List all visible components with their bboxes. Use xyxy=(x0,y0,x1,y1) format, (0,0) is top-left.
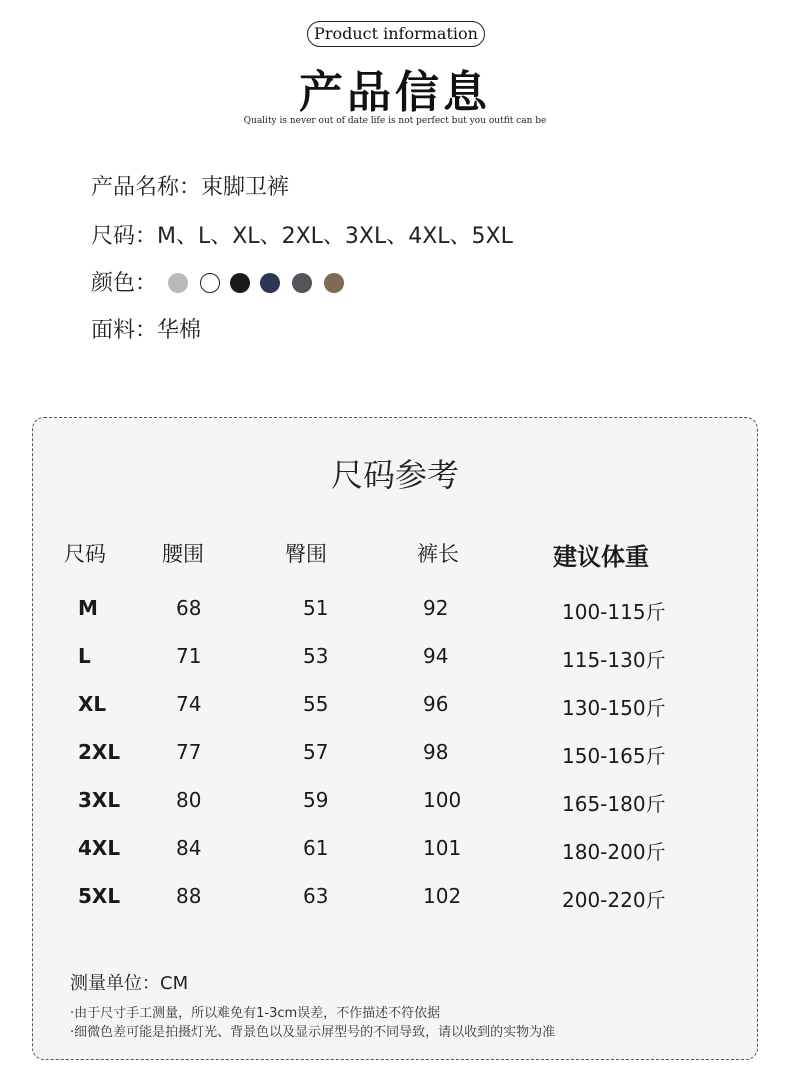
cell-waist: 88 xyxy=(176,884,202,908)
cell-waist: 71 xyxy=(176,644,202,668)
size-reference-title: 尺码参考 xyxy=(330,456,459,494)
cell-waist: 68 xyxy=(176,596,202,620)
cell-length: 102 xyxy=(423,884,462,908)
cell-size: 3XL xyxy=(78,788,121,812)
cell-weight: 115-130斤 xyxy=(562,648,666,672)
note-color-difference: ·细微色差可能是拍摄灯光、背景色以及显示屏型号的不同导致，请以收到的实物为准 xyxy=(70,1025,556,1040)
cell-weight: 130-150斤 xyxy=(562,696,666,720)
cell-size: 5XL xyxy=(78,884,121,908)
cell-hip: 63 xyxy=(303,884,329,908)
cell-hip: 53 xyxy=(303,644,329,668)
cell-hip: 55 xyxy=(303,692,329,716)
color-label: 颜色： xyxy=(91,271,158,296)
cell-weight: 180-200斤 xyxy=(562,840,666,864)
cell-length: 100 xyxy=(423,788,462,812)
cell-waist: 74 xyxy=(176,692,202,716)
cell-hip: 57 xyxy=(303,740,329,764)
cell-size: 4XL xyxy=(78,836,121,860)
header-hip: 臀围 xyxy=(285,542,327,566)
cell-size: M xyxy=(78,596,98,620)
header-waist: 腰围 xyxy=(162,542,204,566)
swatch-black xyxy=(230,273,250,293)
cell-weight: 150-165斤 xyxy=(562,744,666,768)
product-information-pill: Product information xyxy=(307,21,485,47)
cell-weight: 165-180斤 xyxy=(562,792,666,816)
size-reference-card xyxy=(32,417,758,1060)
cell-waist: 77 xyxy=(176,740,202,764)
cell-weight: 100-115斤 xyxy=(562,600,666,624)
swatch-white xyxy=(200,273,220,293)
swatch-dark-gray xyxy=(292,273,312,293)
cell-length: 101 xyxy=(423,836,462,860)
product-material: 面料：华棉 xyxy=(91,318,202,343)
cell-size: XL xyxy=(78,692,107,716)
header-weight: 建议体重 xyxy=(553,543,649,571)
cell-size: 2XL xyxy=(78,740,121,764)
cell-length: 92 xyxy=(423,596,449,620)
cell-size: L xyxy=(78,644,91,668)
swatch-khaki xyxy=(324,273,344,293)
cell-length: 98 xyxy=(423,740,449,764)
measure-unit: 测量单位：CM xyxy=(70,973,189,994)
cell-hip: 61 xyxy=(303,836,329,860)
cell-length: 96 xyxy=(423,692,449,716)
product-name: 产品名称：束脚卫裤 xyxy=(91,175,290,200)
header-length: 裤长 xyxy=(417,542,459,566)
cell-weight: 200-220斤 xyxy=(562,888,666,912)
note-measurement-error: ·由于尺寸手工测量，所以难免有1-3cm误差，不作描述不符依据 xyxy=(70,1006,441,1021)
swatch-navy xyxy=(260,273,280,293)
product-sizes: 尺码：M、L、XL、2XL、3XL、4XL、5XL xyxy=(91,224,513,249)
header-size: 尺码 xyxy=(64,542,106,566)
cell-hip: 59 xyxy=(303,788,329,812)
cell-waist: 80 xyxy=(176,788,202,812)
cell-length: 94 xyxy=(423,644,449,668)
swatch-light-gray xyxy=(168,273,188,293)
cell-waist: 84 xyxy=(176,836,202,860)
tagline: Quality is never out of date life is not perfect but you outfit can be xyxy=(243,116,547,126)
page-title: 产品信息 xyxy=(299,67,491,118)
cell-hip: 51 xyxy=(303,596,329,620)
